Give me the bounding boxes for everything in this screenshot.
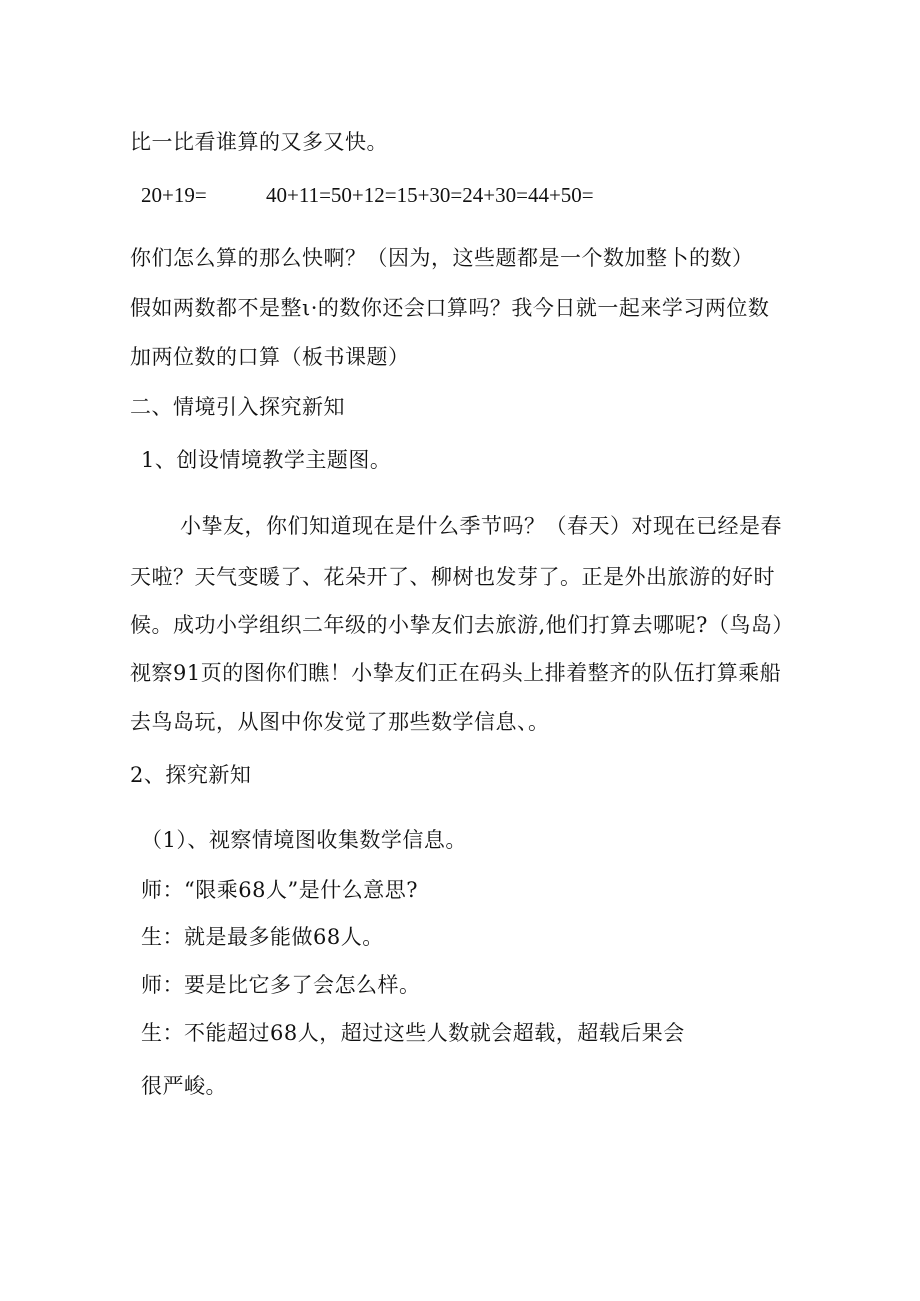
question-line: 你们怎么算的那么快啊？（因为，这些题都是一个数加整卜的数） [130, 246, 754, 270]
section-heading-2: 二、情境引入探究新知 [130, 395, 345, 419]
dialogue-line: 生：不能超过68人，超过这些人数就会超载，超载后果会 [141, 1021, 685, 1045]
subsection-step-1: （1）、视察情境图收集数学信息。 [141, 828, 467, 852]
dialogue-line: 生：就是最多能做68人。 [141, 925, 384, 949]
paragraph-line-4: 视察91页的图你们瞧！小挚友们正在码头上排着整齐的队伍打算乘船 [130, 661, 782, 685]
topic-line: 加两位数的口算（板书课题） [130, 345, 410, 369]
subsection-heading-1: 1、创设情境教学主题图。 [141, 448, 392, 472]
equation-first: 20+19= [141, 183, 207, 207]
paragraph-line-5: 去鸟岛玩，从图中你发觉了那些数学信息、。 [130, 710, 550, 734]
paragraph-line-3: 候。成功小学组织二年级的小挚友们去旅游,他们打算去哪呢?（鸟岛） [130, 613, 794, 637]
dialogue-line: 师：“限乘68人”是什么意思? [141, 878, 418, 902]
dialogue-line: 师：要是比它多了会怎么样。 [141, 973, 421, 997]
question-line-2: 假如两数都不是整ι·的数你还会口算吗？我今日就一起来学习两位数 [130, 296, 770, 320]
paragraph-line-2: 天啦？天气变暖了、花朵开了、柳树也发芽了。正是外出旅游的好时 [130, 565, 775, 589]
intro-line: 比一比看谁算的又多又快。 [130, 130, 388, 154]
equation-list: 40+11=50+12=15+30=24+30=44+50= [266, 183, 594, 207]
subsection-heading-2: 2、探究新知 [130, 763, 252, 787]
paragraph-line-1: 小挚友，你们知道现在是什么季节吗？（春天）对现在已经是春 [180, 514, 782, 538]
dialogue-line: 很严峻。 [141, 1074, 227, 1098]
